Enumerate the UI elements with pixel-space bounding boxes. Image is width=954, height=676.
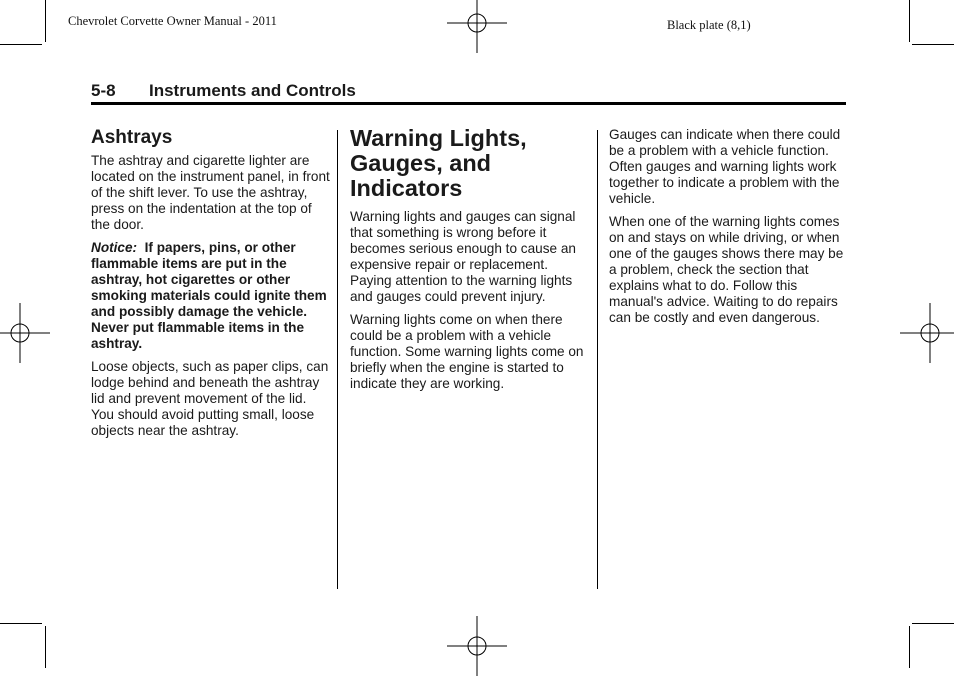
registration-mark-icon: [447, 616, 507, 676]
ashtrays-heading: Ashtrays: [91, 127, 173, 148]
notice-text: If papers, pins, or other flammable items are put in the ashtray, hot cigarettes or other smoking materials could ignite them and possibly damage the vehicle. Never put flammable items in the ashtray.: [91, 240, 327, 351]
notice-paragraph: [91, 240, 331, 352]
registration-mark-icon: [900, 303, 954, 363]
column-divider: [597, 130, 598, 589]
ashtrays-paragraph: Loose objects, such as paper clips, can lodge behind and beneath the ashtray lid and prevent movement of the lid. You should avoid putting small, loose objects near the ashtray.: [91, 359, 329, 438]
warning-paragraph: Warning lights and gauges can signal that something is wrong before it becomes serious enough to cause an expensive repair or replacement. Paying attention to the warning lights and gauges could prevent injury.: [350, 209, 576, 304]
crop-mark: [912, 623, 954, 624]
crop-mark: [912, 44, 954, 45]
crop-mark: [45, 626, 46, 668]
registration-mark-icon: [0, 303, 50, 363]
running-head: [91, 80, 846, 105]
column-gauges: [609, 127, 849, 333]
page-number: 5-8: [91, 81, 116, 100]
column-warning-lights: [350, 126, 590, 399]
ashtrays-paragraph: The ashtray and cigarette lighter are located on the instrument panel, in front of the shift lever. To use the ashtray, press on the indentation at the top of the door.: [91, 153, 330, 232]
registration-mark-icon: [447, 0, 507, 53]
column-divider: [337, 130, 338, 589]
warning-paragraph: Warning lights come on when there could be a problem with a vehicle function. Some warning lights come on briefly when the engine is started to indicate they are working.: [350, 312, 584, 391]
crop-mark: [909, 0, 910, 42]
manual-title: Chevrolet Corvette Owner Manual - 2011: [68, 14, 277, 28]
crop-mark: [909, 626, 910, 668]
crop-mark: [45, 0, 46, 42]
gauges-paragraph: When one of the warning lights comes on and stays on while driving, or when one of the gauges shows there may be a problem, check the section that explains what to do. Follow this manual's advice. Waiting to do repairs can be costly and even dangerous.: [609, 214, 844, 325]
crop-mark: [0, 44, 42, 45]
notice-label: Notice:: [91, 240, 138, 255]
warning-heading: Warning Lights, Gauges, and Indicators: [350, 125, 527, 201]
plate-label: Black plate (8,1): [667, 18, 751, 32]
section-title: Instruments and Controls: [149, 81, 356, 100]
gauges-paragraph: Gauges can indicate when there could be a problem with a vehicle function. Often gauges and warning lights work together to indicate a problem with the vehicle.: [609, 127, 841, 206]
column-ashtrays: [91, 127, 331, 446]
crop-mark: [0, 623, 42, 624]
